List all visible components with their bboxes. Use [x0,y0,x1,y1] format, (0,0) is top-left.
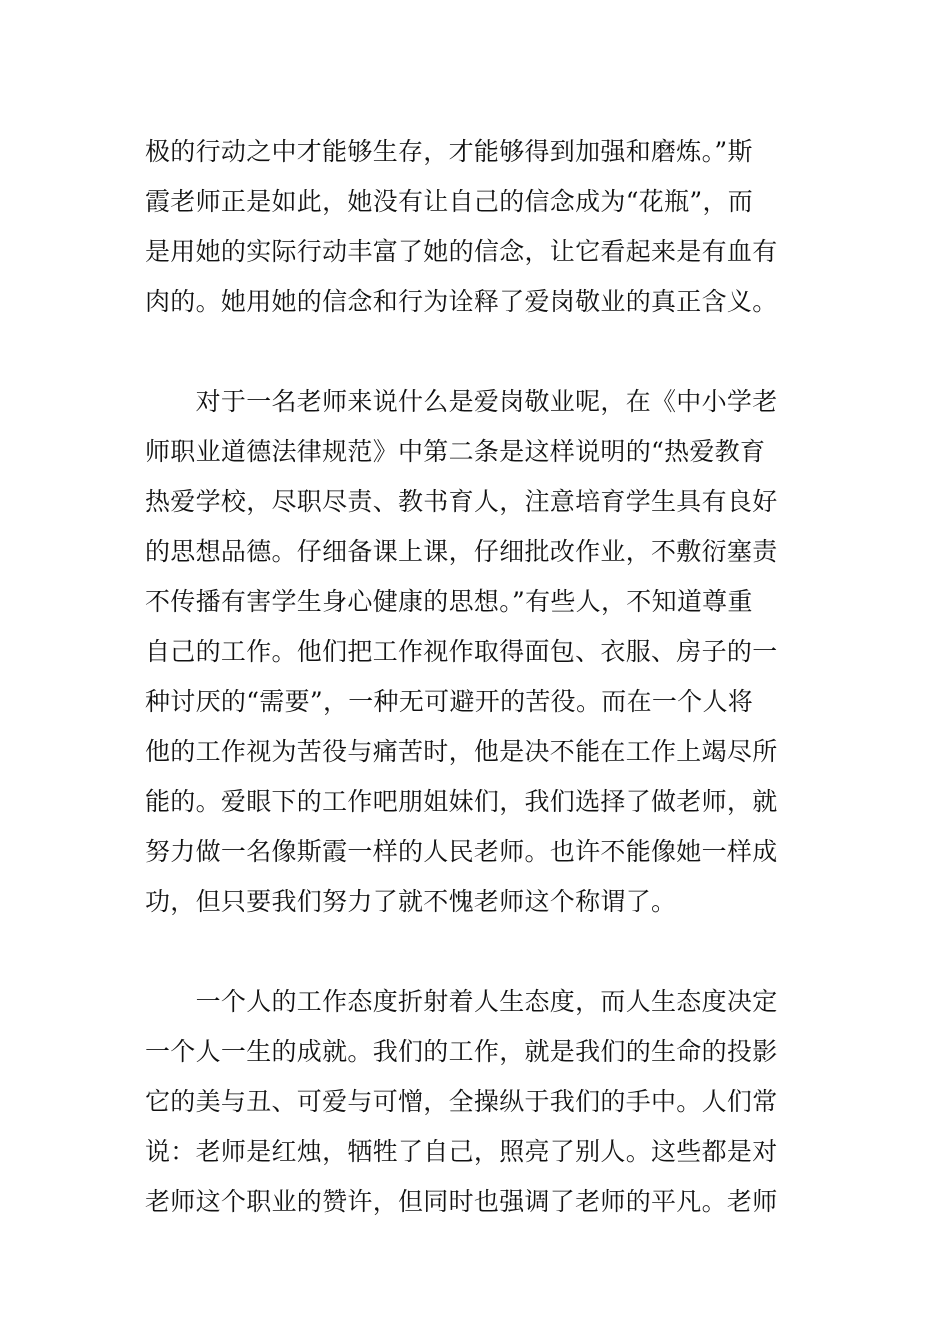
text-line: 努力做一名像斯霞一样的人民老师。也许不能像她一样成 [145,837,778,866]
text-line: 不传播有害学生身心健康的思想。”有些人，不知道尊重 [145,587,753,616]
text-line: 老师这个职业的赞许，但同时也强调了老师的平凡。老师 [145,1187,778,1216]
text-line: 能的。爱眼下的工作吧朋姐妹们，我们选择了做老师，就 [145,787,778,816]
text-line: 一个人一生的成就。我们的工作，就是我们的生命的投影 [145,1037,778,1066]
text-line: 对于一名老师来说什么是爱岗敬业呢，在《中小学老 [145,387,778,416]
paragraph-3 [145,977,810,1227]
text-line: 自己的工作。他们把工作视作取得面包、衣服、房子的一 [145,637,778,666]
text-line: 种讨厌的“需要”，一种无可避开的苦役。而在一个人将 [145,687,754,716]
paragraph-2 [145,377,810,927]
text-line: 的思想品德。仔细备课上课，仔细批改作业，不敷衍塞责 [145,537,778,566]
text-line: 肉的。她用她的信念和行为诠释了爱岗敬业的真正含义。 [145,287,778,316]
paragraph-1 [145,127,810,327]
text-line: 功，但只要我们努力了就不愧老师这个称谓了。 [145,887,677,916]
text-line: 霞老师正是如此，她没有让自己的信念成为“花瓶”，而 [145,187,754,216]
text-line: 一个人的工作态度折射着人生态度，而人生态度决定 [145,987,778,1016]
text-line: 极的行动之中才能够生存，才能够得到加强和磨炼。”斯 [145,137,753,166]
text-line: 说：老师是红烛，牺牲了自己，照亮了别人。这些都是对 [145,1137,778,1166]
text-line: 它的美与丑、可爱与可憎，全操纵于我们的手中。人们常 [145,1087,778,1116]
text-line: 师职业道德法律规范》中第二条是这样说明的“热爱教育 [145,437,766,466]
text-line: 热爱学校，尽职尽责、教书育人，注意培育学生具有良好 [145,487,778,516]
text-line: 是用她的实际行动丰富了她的信念，让它看起来是有血有 [145,237,778,266]
text-line: 他的工作视为苦役与痛苦时，他是决不能在工作上竭尽所 [145,737,778,766]
